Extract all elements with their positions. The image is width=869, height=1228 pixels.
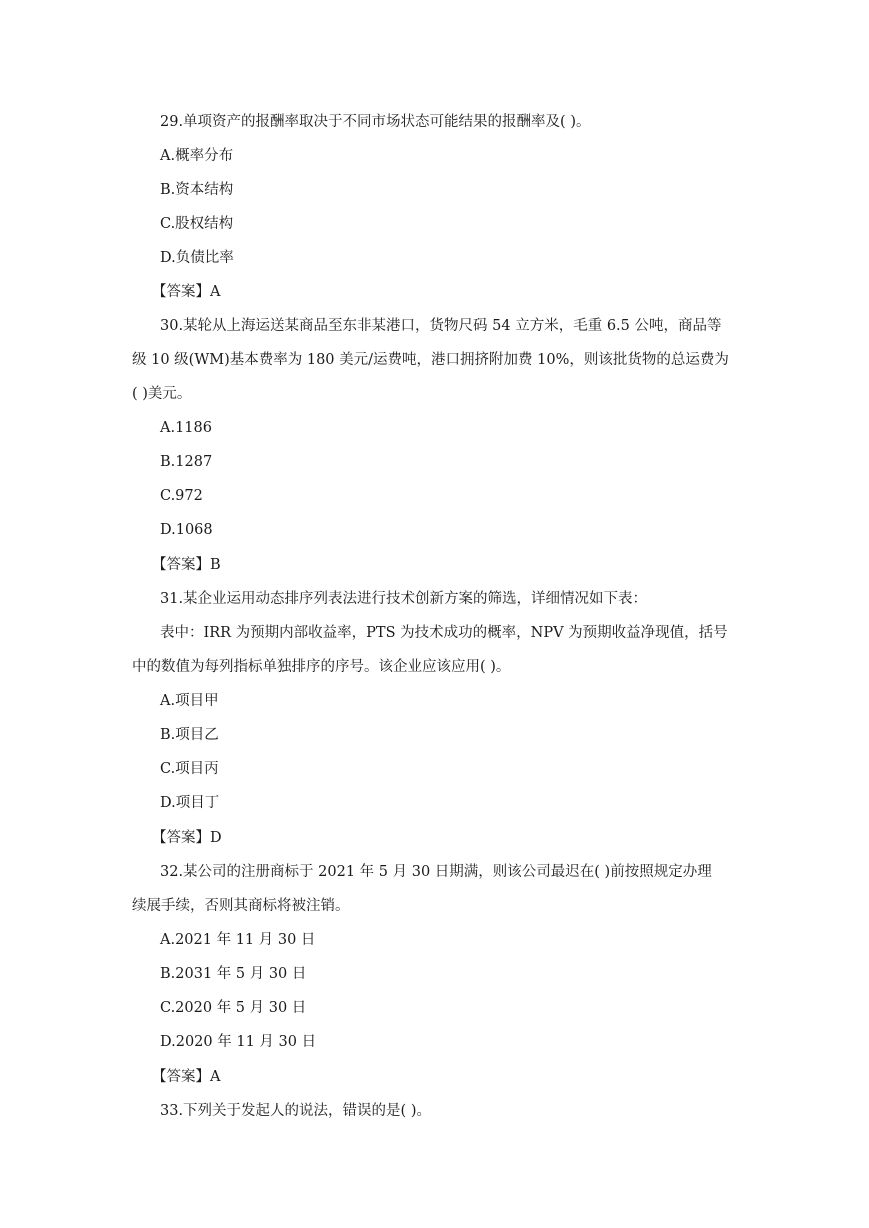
question-31-answer: 【答案】D: [152, 830, 222, 846]
question-30-stem-line-1: 30.某轮从上海运送某商品至东非某港口，货物尺码 54 立方米，毛重 6.5 公吨，商品等: [160, 318, 722, 334]
question-33-stem: 33.下列关于发起人的说法，错误的是( )。: [160, 1103, 431, 1119]
question-29-option-a: A.概率分布: [160, 148, 234, 164]
question-32-option-d: D.2020 年 11 月 30 日: [160, 1034, 317, 1050]
question-29-option-c: C.股权结构: [160, 216, 234, 232]
question-31-stem-line-3: 中的数值为每列指标单独排序的序号。该企业应该应用( )。: [132, 659, 511, 675]
question-29-answer: 【答案】A: [152, 284, 221, 300]
question-31-option-d: D.项目丁: [160, 795, 220, 811]
question-29-option-d: D.负债比率: [160, 250, 234, 266]
question-29-stem: 29.单项资产的报酬率取决于不同市场状态可能结果的报酬率及( )。: [160, 114, 591, 130]
question-30-option-a: A.1186: [160, 420, 212, 436]
question-32-answer: 【答案】A: [152, 1069, 221, 1085]
question-29-option-b: B.资本结构: [160, 182, 234, 198]
question-30-option-d: D.1068: [160, 522, 213, 538]
question-31-option-c: C.项目丙: [160, 761, 219, 777]
question-32-option-c: C.2020 年 5 月 30 日: [160, 1000, 307, 1016]
question-30-stem-line-3: ( )美元。: [132, 386, 192, 402]
question-32-option-a: A.2021 年 11 月 30 日: [160, 932, 316, 948]
question-30-stem-line-2: 级 10 级(WM)基本费率为 180 美元/运费吨，港口拥挤附加费 10%，则该批货物的总运费为: [132, 352, 729, 368]
question-31-stem-line-1: 31.某企业运用动态排序列表法进行技术创新方案的筛选，详细情况如下表：: [160, 591, 648, 607]
question-31-option-a: A.项目甲: [160, 693, 219, 709]
question-32-stem-line-1: 32.某公司的注册商标于 2021 年 5 月 30 日期满，则该公司最迟在( )前按照规定办理: [160, 864, 712, 880]
question-30-answer: 【答案】B: [152, 557, 221, 573]
question-31-option-b: B.项目乙: [160, 727, 219, 743]
question-30-option-b: B.1287: [160, 454, 213, 470]
question-31-stem-line-2: 表中：IRR 为预期内部收益率，PTS 为技术成功的概率，NPV 为预期收益净现值，括号: [160, 625, 728, 641]
question-32-stem-line-2: 续展手续，否则其商标将被注销。: [132, 898, 350, 914]
question-30-option-c: C.972: [160, 488, 203, 504]
question-32-option-b: B.2031 年 5 月 30 日: [160, 966, 307, 982]
